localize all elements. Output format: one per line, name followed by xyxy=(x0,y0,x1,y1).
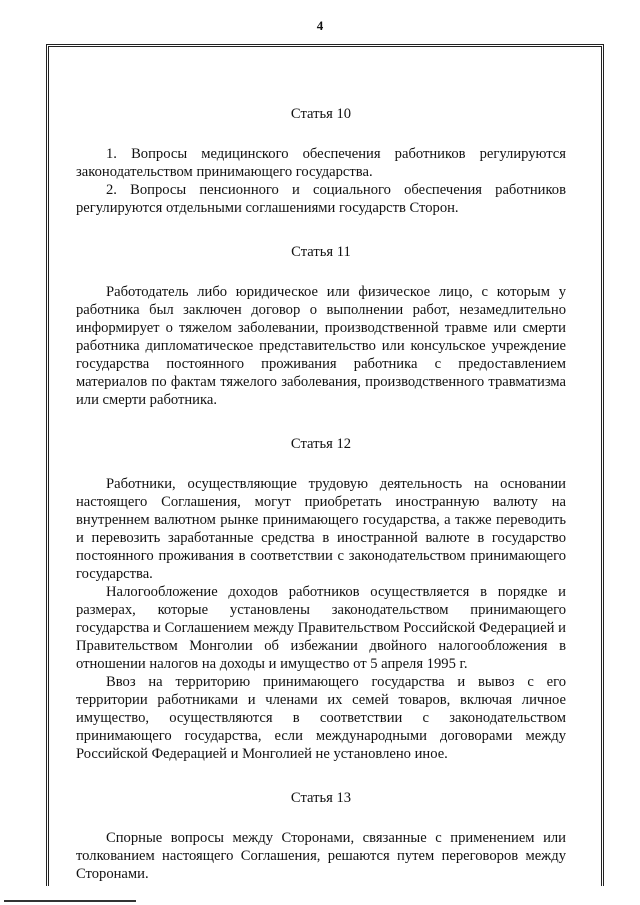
article-paragraph: Налогообложение доходов работников осуществляется в порядке и размерах, которые установлены законодательством принимающего государства и Соглашением между Правительством Российской Федерацией и Правительством Монголии об избежании двойного налогообложения в отношении налогов на доходы и имущество от 5 апреля 1995 г. xyxy=(76,584,566,672)
article-paragraph: Ввоз на территорию принимающего государства и вывоз с его территории работниками и членами их семей товаров, включая личное имущество, осуществляются в соответствии с законодательством принимающего государства, если международными договорами между Российской Федерацией и Монголией не установлено иное. xyxy=(76,674,566,762)
article-paragraph: 1. Вопросы медицинского обеспечения работников регулируются законодательством принимающего государства. xyxy=(76,146,566,180)
article-heading: Статья 13 xyxy=(290,790,352,806)
page-number: 4 xyxy=(316,18,324,33)
article-10 xyxy=(76,105,566,217)
article-paragraph: Работники, осуществляющие трудовую деятельность на основании настоящего Соглашения, могут приобретать иностранную валюту на внутреннем валютном рынке принимающего государства, а также переводить и перевозить заработанные средства в иностранной валюте в государство постоянного проживания в соответствии с законодательством принимающего государства. xyxy=(76,476,566,582)
footnote-rule xyxy=(4,900,136,902)
article-paragraph: Спорные вопросы между Сторонами, связанные с применением или толкованием настоящего Соглашения, решаются путем переговоров между Сторонами. xyxy=(76,830,566,882)
article-11 xyxy=(76,243,566,409)
article-paragraph: Работодатель либо юридическое или физическое лицо, с которым у работника был заключен договор о выполнении работ, незамедлительно информирует о тяжелом заболевании, производственной травме или смерти работника дипломатическое представительство или консульское учреждение государства постоянного проживания работника с предоставлением материалов по фактам тяжелого заболевания, производственного травматизма или смерти работника. xyxy=(76,284,566,408)
article-heading: Статья 11 xyxy=(291,244,351,260)
article-12 xyxy=(76,435,566,763)
article-heading: Статья 10 xyxy=(290,106,352,122)
article-paragraph: 2. Вопросы пенсионного и социального обеспечения работников регулируются отдельными соглашениями государств Сторон. xyxy=(76,182,566,216)
article-13 xyxy=(76,789,566,883)
article-heading: Статья 12 xyxy=(290,436,352,452)
document-body xyxy=(76,105,566,883)
